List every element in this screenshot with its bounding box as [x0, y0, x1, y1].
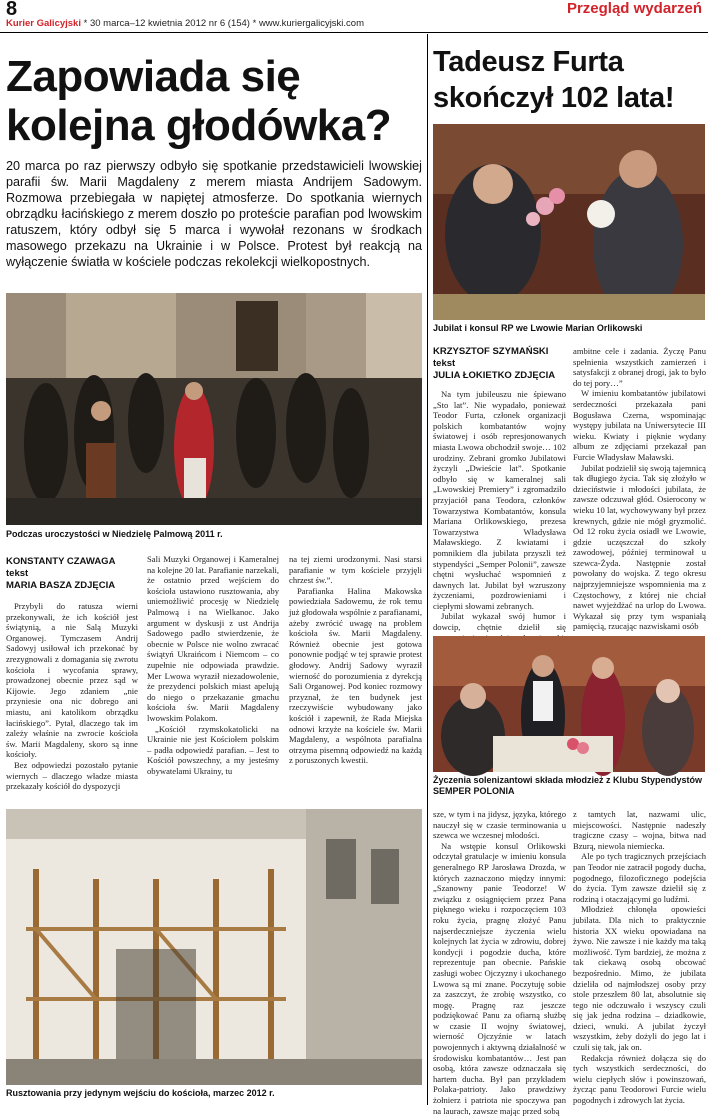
paragraph: na tej ziemi urodzonymi. Nasi starsi parafianie w tym kościele przyjęli chrzest św.”.: [289, 554, 422, 586]
right-author: KRZYSZTOF SZYMAŃSKI: [433, 346, 549, 357]
scaffolding-photo: [6, 809, 422, 1085]
brand-name: Kurier Galicyjski: [6, 18, 81, 29]
paragraph: Jubilat wykazał swój humor i dowcip, chętnie dzielił się: [433, 611, 566, 633]
jubilee-consul-photo: [433, 124, 705, 320]
left-column-1: [6, 601, 138, 792]
left-photographer: MARIA BASZA ZDJĘCIA: [6, 580, 116, 591]
left-author: KONSTANTY CZAWAGA: [6, 556, 116, 567]
right-column-2: [573, 346, 706, 632]
left-photo1-caption: Podczas uroczystości w Niedzielę Palmową 2011 r.: [6, 529, 223, 539]
right-column-4: [573, 809, 706, 1106]
paragraph: ambitne cele i zadania. Życzę Panu spełnienia wszystkich zamierzeń i satysfakcji z obranej drogi, jak to było do tej pory…”: [573, 346, 706, 388]
left-column-2: [147, 554, 279, 776]
paragraph: Na tym jubileuszu nie śpiewano „Sto lat”. Nie wypadało, ponieważ Teodor Furta, członek organizacji polskich kombatantów wojny światowej i osób represjonowanych miasta Lwowa obchodził swoje… 102 urodziny. Zebrani gromko Jubilatowi życzyli „Dwieście lat”. Spotkanie odbyło się w kameralnej sali „Lwowskiej Premiery” i zgromadziło przyjaciół pana Teodora, członków Towarzystwa Kombatantów, konsula Mariana Orlikowskiego, prezesa Towarzystwa Władysława Maławskiego. Z kwiatami i pomnikiem dla jubilata przyszli też stypendyści „Semper Polonii”, zawsze chętni wysłuchać wspomnień z dawnych lat. Jubilat był wzruszony życzeniami, pozdrowieniami i ciepłymi słowami zebranych.: [433, 389, 566, 611]
right-byline: [433, 346, 566, 382]
column-divider: [427, 34, 428, 1105]
paragraph: Młodzież chłonęła opowieści jubilata. Dla nich to praktycznie historia XX wieku opowiadana na żywo. Nie zawsze i nie każdy ma taką możliwość. Tym bardziej, że można z tak ciekawą osobą obcować bezpośrednio. Mimo, że jubilata dzieliła od najmłodszej osoby przy stole przeszłem 80 lat, absolutnie się tego nie odczuwało i wszyscy czuli się jak jedna rodzina – dziadkowie, dzieci, wnuki. A jubilat życzył wszystkim, żeby dożyli do jego lat i czuli się tak, jak on.: [573, 904, 706, 1053]
right-headline: Tadeusz Furta skończył 102 lata!: [433, 46, 675, 114]
masthead: [6, 18, 364, 29]
paragraph: Bez odpowiedzi pozostało pytanie wiernych – dlaczego władze miasta przekazały kościół do dyspozycji: [6, 759, 138, 792]
right-column-3: [433, 809, 566, 1116]
left-byline: [6, 556, 134, 592]
paragraph: Redakcja również dołącza się do tych wszystkich serdeczności, do wielu ciepłych słów i powinszowań, życząc panu Teodorowi Furcie wielu pogodnych i zdrowych lat życia.: [573, 1052, 706, 1106]
right-photo2-caption: Życzenia solenizantowi składa młodzież z Klubu Stypendystów SEMPER POLONIA: [433, 775, 703, 796]
students-wishes-photo: [433, 636, 705, 772]
paragraph: z tamtych lat, nazwami ulic, miejscowości. Następnie nadeszły tragiczne czasy – wojna, bitwa nad Bzurą, niewola niemiecka.: [573, 809, 706, 851]
right-photographer: JULIA ŁOKIETKO ZDJĘCIA: [433, 370, 556, 381]
right-photo1-caption: Jubilat i konsul RP we Lwowie Marian Orlikowski: [433, 323, 643, 333]
paragraph: „Kościół rzymskokatolicki na Ukrainie nie jest Kościołem polskim – padła odpowiedź parafian. – Jest to Kościół powszechny, a my jesteśmy obywatelami Ukrainy, tu: [147, 723, 279, 776]
left-lead: 20 marca po raz pierwszy odbyło się spotkanie przedstawicieli lwowskiej parafii św. Marii Magdaleny z merem miasta Andrijem Sadowym. Rozmowa przebiegała w napiętej atmosferze. Do spotkania wiernych obrządku łacińskiego z merem doszło po proteście parafian pod lwowskim ratuszem, który odbył się 5 marca i wywołał rezonans w środkach masowego przekazu na Ukrainie i w Polsce. Protest był reakcją na wyłączenie światła w kościele podczas rekolekcji wielkopostnych.: [6, 159, 422, 269]
paragraph: Przybyli do ratusza wierni przekonywali, że ich kościół jest świątynią, a nie Salą Muzyki Organowej. Tymczasem Andrij Sadowyj usiłował ich przekonać by zrezygnowali z domagania się zwrotu kościoła i wycofania sprawy, prowadzonej obecnie przez sąd w Kijowie. Jego zdaniem „nie przyniesie ona nic dobrego ani miastu, ani katolikom obrządku łacińskiego”. Pytał, dlaczego tak im zależy właśnie na zwrocie kościoła św. Marii Magdaleny, skoro są inne kościoły.: [6, 601, 138, 760]
header-rule: [0, 32, 708, 33]
right-author-role: tekst: [433, 358, 456, 369]
page-header: [0, 0, 708, 34]
section-title: Przegląd wydarzeń: [566, 0, 702, 17]
left-author-role: tekst: [6, 568, 29, 579]
paragraph: W imieniu kombatantów jubilatowi serdeczności przekazała pani Bogusława Czerna, wspominając występy jubilata na Uniwersytecie III wieku. Kwiaty i pięknie wydany album ze zdjęciami przekazał pan Furcie Władysław Maławski.: [573, 388, 706, 462]
paragraph: Parafianka Halina Makowska powiedziała Sadowemu, że rok temu już głodowała wspólnie z parafianami, ażeby zwrócić uwagę na problem kościoła św. Marii Magdaleny. Również obecnie jest gotowa ponownie podjąć w tej sprawie protest głodowy. Andrij Sadowy wyraził wierność do porozumienia z dyrekcją Sali Organowej. Pod koniec rozmowy przyznał, że ten budynek jest rzeczywiście wybudowany jako kościół i zapewnił, że Rada Miejska odnowi krzyże na kościele św. Marii Magdaleny, a wspólnota parafialna otrzyma pisemną odpowiedź na każdą z poruszonych kwestii.: [289, 585, 422, 766]
left-headline: Zapowiada się kolejna głodówka?: [6, 52, 392, 150]
page-number: 8: [6, 0, 18, 20]
left-column-3: [289, 554, 422, 766]
right-column-1: [433, 389, 566, 654]
paragraph: Na wstępie konsul Orlikowski odczytał gratulacje w imieniu konsula generalnego RP Jarosława Drozda, w których zaznaczono między innymi: „Szanowny panie Teodorze! W związku z osiągnięciem przez Pana pięknego wieku i rozpoczęciem 103 roku życia, pragnę złożyć Panu najserdeczniejsze życzenia wielu kolejnych lat życia w zdrowiu, dobrej kondycji i pogodzie ducha, które reprezentuje pan obecnie. Pańskie zasługi wobec Ojczyzny i ukochanego Lwowa są mi znane. Poczytuję sobie za zaszczyt, że zrobię wszystko, co mogę. Pragnę raz jeszcze podziękować Panu za ofiarną służbę w czasie II wojny światowej, wierność Ojczyźnie w latach powojennych i aktywną działalność w środowisku kombatantów… Jest pan osobą, która zawsze odznaczała się hartem ducha. Był pan przykładem Polaka-patrioty. Jako prawdziwy żołnierz i patriota nie spoczywa pan na laurach, zawsze mając przed sobą: [433, 840, 566, 1116]
palm-sunday-photo: [6, 293, 422, 525]
paragraph: Jubilat podzielił się swoją tajemnicą tak długiego życia. Tak się złożyło w dzieciństwie i młodości jubilata, że zawsze odczuwał głód. Osierocony w wieku 10 lat, wychowywany był przez krewnych, gdzie nie mógł gryzmolić. Od 12 roku życia osiadł we Lwowie, gdzie uczęszczał do szkoły zawodowej, później terminował u szewca-Żyda. Następnie został powołany do wojska. Z tego okresu najprzyjemniejsze wspomnienia ma z Częstochowy, z której nie chciał nawet wyjeżdżać na urlop do Lwowa. Wykazał się przy tym wspaniałą pamięcią, rzucając nazwiskami osób: [573, 462, 706, 632]
paragraph: sze, w tym i na jidysz, języka, którego nauczył się w czasie terminowania u szewca we wczesnej młodości.: [433, 809, 566, 841]
paragraph: Sali Muzyki Organowej i Kameralnej na kolejne 20 lat. Parafianie narzekali, że ostatnio przed wejściem do kościoła ustawiono rusztowania, aby uniemożliwić procesję w Niedzielę Palmową i na Wielkanoc. Jako argument w dyskusji z ust Andrija Sadowego padło stwierdzenie, że obecnie w Polsce nie wolno zwracać świątyń Ukraińcom i Niemcom – co zupełnie nie odpowiada prawdzie. Mer Lwowa wyraził niezadowolenie, że prezydenci polskich miast apelują do niego o przekazanie gmachu kościoła św. Marii Magdaleny lwowskim Polakom.: [147, 554, 279, 723]
issue-info: * 30 marca–12 kwietnia 2012 nr 6 (154) * www.kuriergalicyjski.com: [83, 18, 364, 29]
paragraph: Ale po tych tragicznych przejściach pan Teodor nie zatracił pogody ducha, pogodnego, filozoficznego podejścia do życia. Tym zawsze dzielił się z rodziną i otaczającymi go ludźmi.: [573, 851, 706, 904]
left-photo2-caption: Rusztowania przy jedynym wejściu do kościoła, marzec 2012 r.: [6, 1088, 275, 1098]
